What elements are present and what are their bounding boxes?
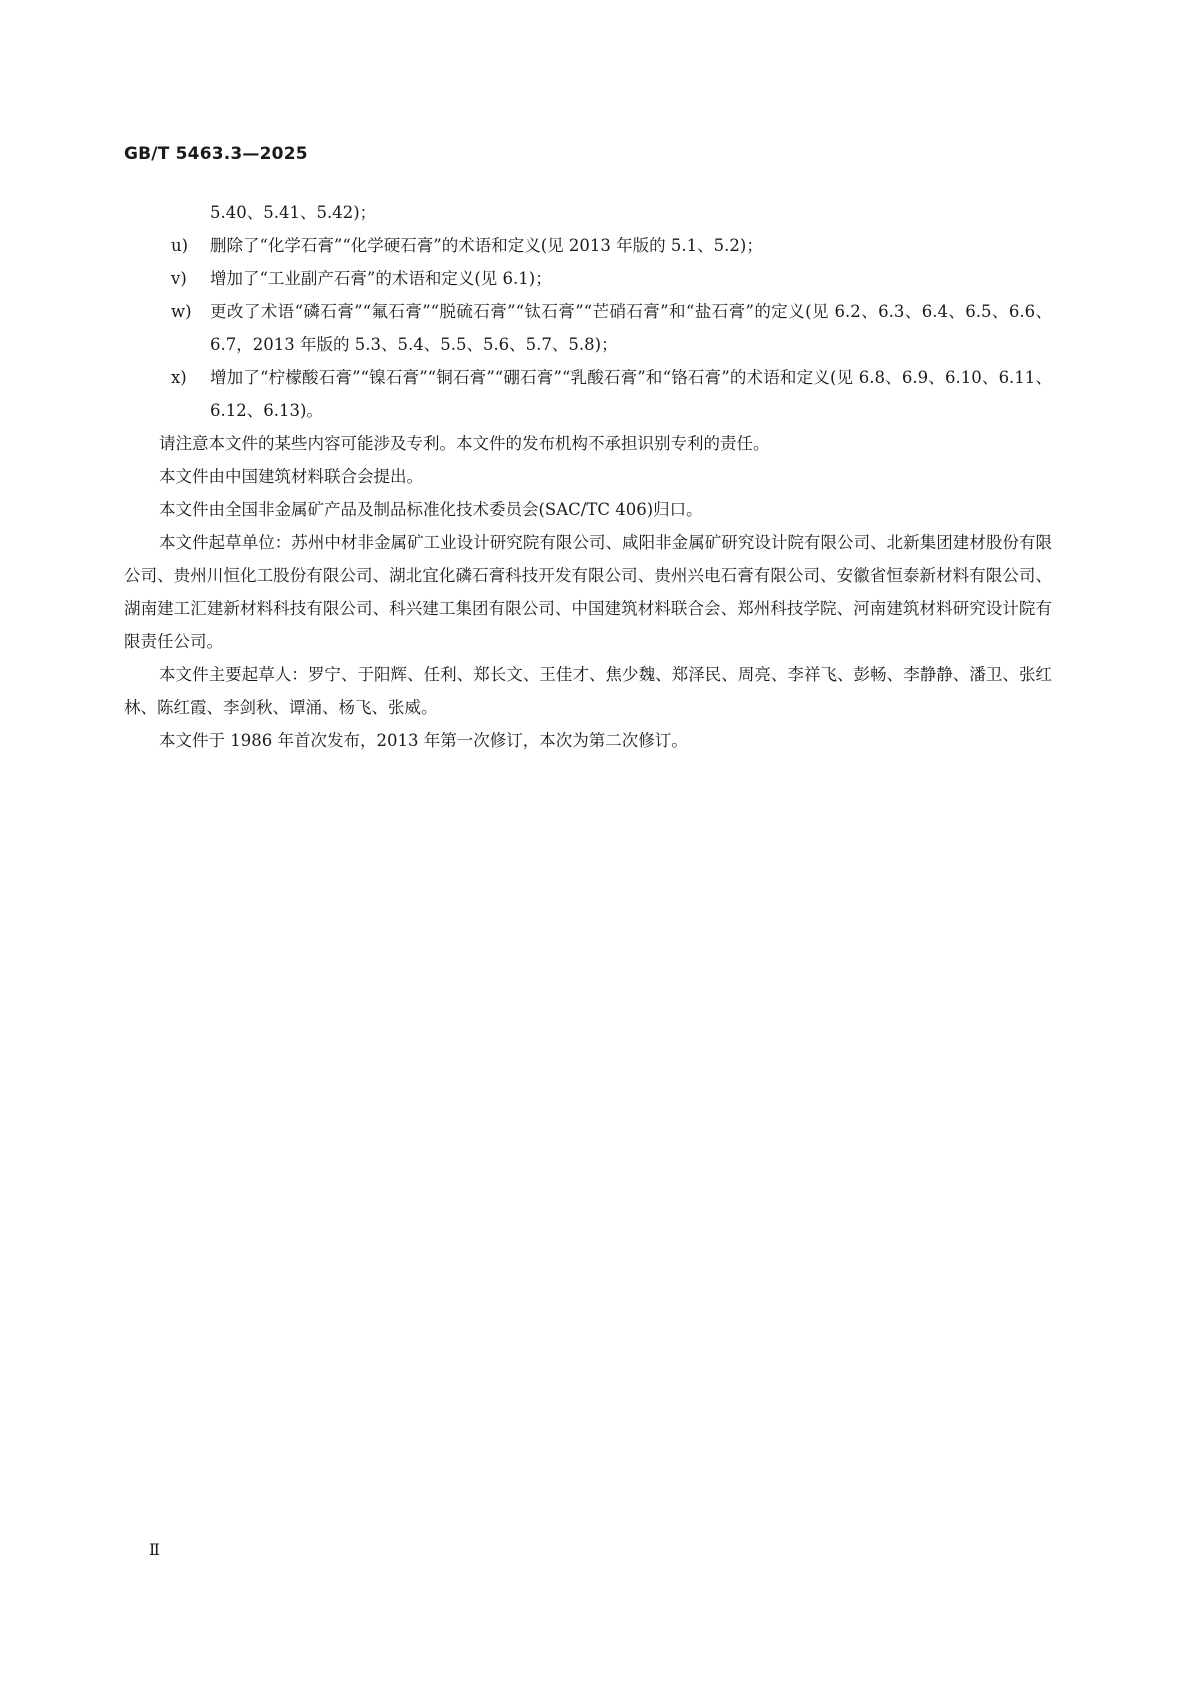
standard-code-header: GB/T 5463.3—2025 — [124, 144, 308, 164]
change-item-x — [124, 361, 1052, 427]
page-number: Ⅱ — [149, 1540, 160, 1559]
patent-notice-paragraph: 请注意本文件的某些内容可能涉及专利。本文件的发布机构不承担识别专利的责任。 — [159, 434, 770, 453]
item-text: 更改了术语“磷石膏”“氟石膏”“脱硫石膏”“钛石膏”“芒硝石膏”和“盐石膏”的定义(见 6.2、6.3、6.4、6.5、6.6、6.7，2013 年版的 5.3、5.4、5.5、5.6、5.7、5.8)； — [210, 302, 1052, 354]
proposed-by-paragraph: 本文件由中国建筑材料联合会提出。 — [159, 467, 423, 486]
item-marker: v) — [171, 269, 187, 288]
history-paragraph: 本文件于 1986 年首次发布，2013 年第一次修订，本次为第二次修订。 — [159, 731, 688, 750]
item-text: 删除了“化学石膏”“化学硬石膏”的术语和定义(见 2013 年版的 5.1、5.2)； — [210, 236, 763, 255]
drafters-paragraph: 本文件主要起草人：罗宁、于阳辉、任利、郑长文、王佳才、焦少魏、郑泽民、周亮、李祥飞、彭畅、李静静、潘卫、张红林、陈红霞、李剑秋、谭涌、杨飞、张威。 — [124, 665, 1052, 717]
item-text: 增加了“工业副产石膏”的术语和定义(见 6.1)； — [210, 269, 552, 288]
change-item-w — [124, 295, 1052, 361]
item-marker: w) — [171, 302, 192, 321]
item-text: 增加了“柠檬酸石膏”“镍石膏”“铜石膏”“硼石膏”“乳酸石膏”和“铬石膏”的术语和定义(见 6.8、6.9、6.10、6.11、6.12、6.13)。 — [210, 368, 1052, 420]
change-item-v — [124, 262, 1052, 295]
item-marker: u) — [171, 236, 189, 255]
item-marker: x) — [171, 368, 187, 387]
foreword-body — [124, 196, 1052, 757]
continued-item-text: 5.40、5.41、5.42)； — [210, 203, 377, 222]
change-item-u — [124, 229, 1052, 262]
centralized-by-paragraph: 本文件由全国非金属矿产品及制品标准化技术委员会(SAC/TC 406)归口。 — [159, 500, 703, 519]
drafting-units-paragraph: 本文件起草单位：苏州中材非金属矿工业设计研究院有限公司、咸阳非金属矿研究设计院有限公司、北新集团建材股份有限公司、贵州川恒化工股份有限公司、湖北宜化磷石膏科技开发有限公司、贵州兴电石膏有限公司、安徽省恒泰新材料有限公司、湖南建工汇建新材料科技有限公司、科兴建工集团有限公司、中国建筑材料联合会、郑州科技学院、河南建筑材料研究设计院有限责任公司。 — [124, 533, 1052, 651]
